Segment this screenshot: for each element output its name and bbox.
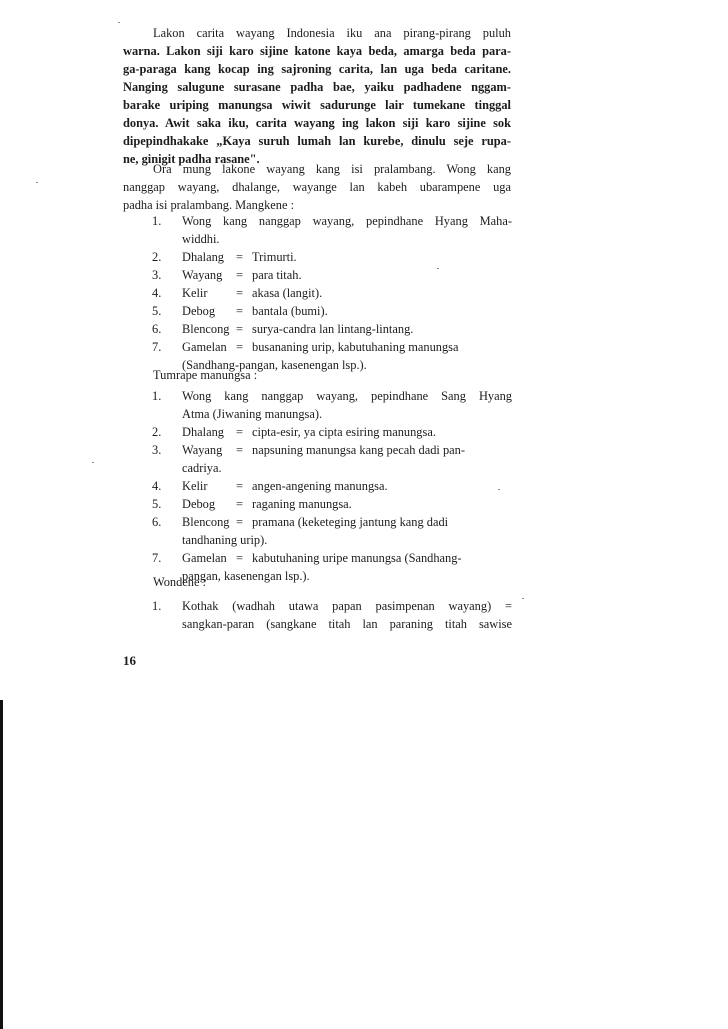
scan-speck — [36, 182, 38, 183]
paragraph-line: Nanging salugune surasane padha bae, yaiku padhadene nggam- — [123, 80, 511, 94]
list-item — [152, 387, 512, 423]
list-value-continued: cadriya. — [182, 461, 222, 475]
equals-sign: = — [236, 497, 243, 511]
scan-speck — [118, 22, 120, 23]
list-text: widdhi. — [182, 232, 220, 246]
list-item — [152, 477, 512, 495]
page-number: 16 — [123, 653, 136, 668]
list-value: angen-angening manungsa. — [252, 479, 388, 493]
paragraph-line: Ora mung lakone wayang kang isi pralambang. Wong kang — [153, 162, 511, 176]
scan-speck — [92, 462, 94, 463]
list-text: Wong kang nanggap wayang, pepindhane Sang Hyang — [182, 389, 512, 403]
list-item — [152, 441, 512, 477]
list-term: Kelir — [182, 286, 208, 300]
list-number: 4. — [152, 286, 162, 300]
list-number: 6. — [152, 515, 162, 529]
list-value: Trimurti. — [252, 250, 297, 264]
paragraph-line: warna. Lakon siji karo sijine katone kaya beda, amarga beda para- — [123, 44, 511, 58]
list-item — [152, 284, 512, 302]
list-value: pramana (keketeging jantung kang dadi — [252, 515, 449, 529]
equals-sign: = — [236, 286, 243, 300]
list-text: Wong kang nanggap wayang, pepindhane Hyang Maha- — [182, 214, 512, 228]
list-term: Blencong — [182, 322, 230, 336]
symbol-list-1 — [152, 212, 512, 374]
list-number: 5. — [152, 497, 162, 511]
list-term: Wayang — [182, 443, 223, 457]
section-heading: Wondene : — [153, 575, 207, 589]
list-item — [152, 212, 512, 248]
paragraph-line: padha isi pralambang. Mangkene : — [123, 198, 295, 212]
list-number: 3. — [152, 443, 162, 457]
list-number: 1. — [152, 214, 162, 228]
list-text: sangkan-paran (sangkane titah lan paraning titah sawise — [182, 617, 512, 631]
paragraph-line: barake uriping manungsa wiwit sadurunge lair tumekane tinggal — [123, 98, 511, 112]
list-value: raganing manungsa. — [252, 497, 352, 511]
list-value: para titah. — [252, 268, 302, 282]
section-heading: Tumrape manungsa : — [153, 368, 258, 382]
list-number: 3. — [152, 268, 162, 282]
list-value-continued: (Sandhang-pangan, kasenengan lsp.). — [182, 358, 367, 372]
list-term: Blencong — [182, 515, 230, 529]
list-term: Debog — [182, 497, 216, 511]
list-number: 4. — [152, 479, 162, 493]
paragraph-2 — [123, 160, 511, 214]
list-number: 1. — [152, 389, 162, 403]
equals-sign: = — [236, 443, 243, 457]
equals-sign: = — [236, 268, 243, 282]
equals-sign: = — [236, 551, 243, 565]
list-item — [152, 597, 512, 633]
scan-speck — [498, 489, 500, 490]
list-number: 7. — [152, 340, 162, 354]
symbol-list-2 — [152, 387, 512, 585]
paragraph-1 — [123, 24, 511, 168]
list-item — [152, 320, 512, 338]
list-term: Kelir — [182, 479, 208, 493]
list-value-continued: tandhaning urip). — [182, 533, 268, 547]
list-term: Dhalang — [182, 425, 224, 439]
equals-sign: = — [236, 425, 243, 439]
list-number: 1. — [152, 599, 162, 613]
list-value: cipta-esir, ya cipta esiring manungsa. — [252, 425, 436, 439]
list-number: 5. — [152, 304, 162, 318]
list-term: Dhalang — [182, 250, 224, 264]
symbol-list-3 — [152, 597, 512, 633]
list-number: 2. — [152, 425, 162, 439]
list-value: bantala (bumi). — [252, 304, 328, 318]
paragraph-line: Lakon carita wayang Indonesia iku ana pirang-pirang puluh — [153, 26, 511, 40]
paragraph-line: nanggap wayang, dhalange, wayange lan kabeh ubarampene uga — [123, 180, 511, 194]
equals-sign: = — [236, 304, 243, 318]
list-text: Kothak (wadhah utawa papan pasimpenan wayang) = — [182, 599, 512, 613]
list-item — [152, 495, 512, 513]
list-text: Atma (Jiwaning manungsa). — [182, 407, 323, 421]
paragraph-line: donya. Awit saka iku, carita wayang ing lakon siji karo sijine sok — [123, 116, 511, 130]
list-item — [152, 266, 512, 284]
paragraph-line: ga-paraga kang kocap ing sajroning carita, lan uga beda caritane. — [123, 62, 511, 76]
list-value: akasa (langit). — [252, 286, 323, 300]
list-item — [152, 513, 512, 549]
equals-sign: = — [236, 340, 243, 354]
equals-sign: = — [236, 322, 243, 336]
list-value: surya-candra lan lintang-lintang. — [252, 322, 414, 336]
list-number: 7. — [152, 551, 162, 565]
equals-sign: = — [236, 515, 243, 529]
list-value: kabutuhaning uripe manungsa (Sandhang- — [252, 551, 462, 565]
paragraph-line: dipepindhakake „Kaya suruh lumah lan kurebe, dinulu seje rupa- — [123, 134, 511, 148]
scan-speck — [437, 268, 439, 269]
list-term: Wayang — [182, 268, 223, 282]
paragraph-line: ne, ginigit padha rasane". — [123, 152, 260, 166]
list-term: Gamelan — [182, 551, 227, 565]
list-term: Debog — [182, 304, 216, 318]
list-value: napsuning manungsa kang pecah dadi pan- — [252, 443, 465, 457]
list-item — [152, 423, 512, 441]
list-item — [152, 248, 512, 266]
scan-speck — [522, 598, 524, 599]
list-item — [152, 302, 512, 320]
equals-sign: = — [236, 250, 243, 264]
list-number: 6. — [152, 322, 162, 336]
list-value-continued: pangan, kasenengan lsp.). — [182, 569, 310, 583]
list-value: busananing urip, kabutuhaning manungsa — [252, 340, 459, 354]
list-number: 2. — [152, 250, 162, 264]
scan-edge — [0, 700, 3, 1029]
equals-sign: = — [236, 479, 243, 493]
list-term: Gamelan — [182, 340, 227, 354]
